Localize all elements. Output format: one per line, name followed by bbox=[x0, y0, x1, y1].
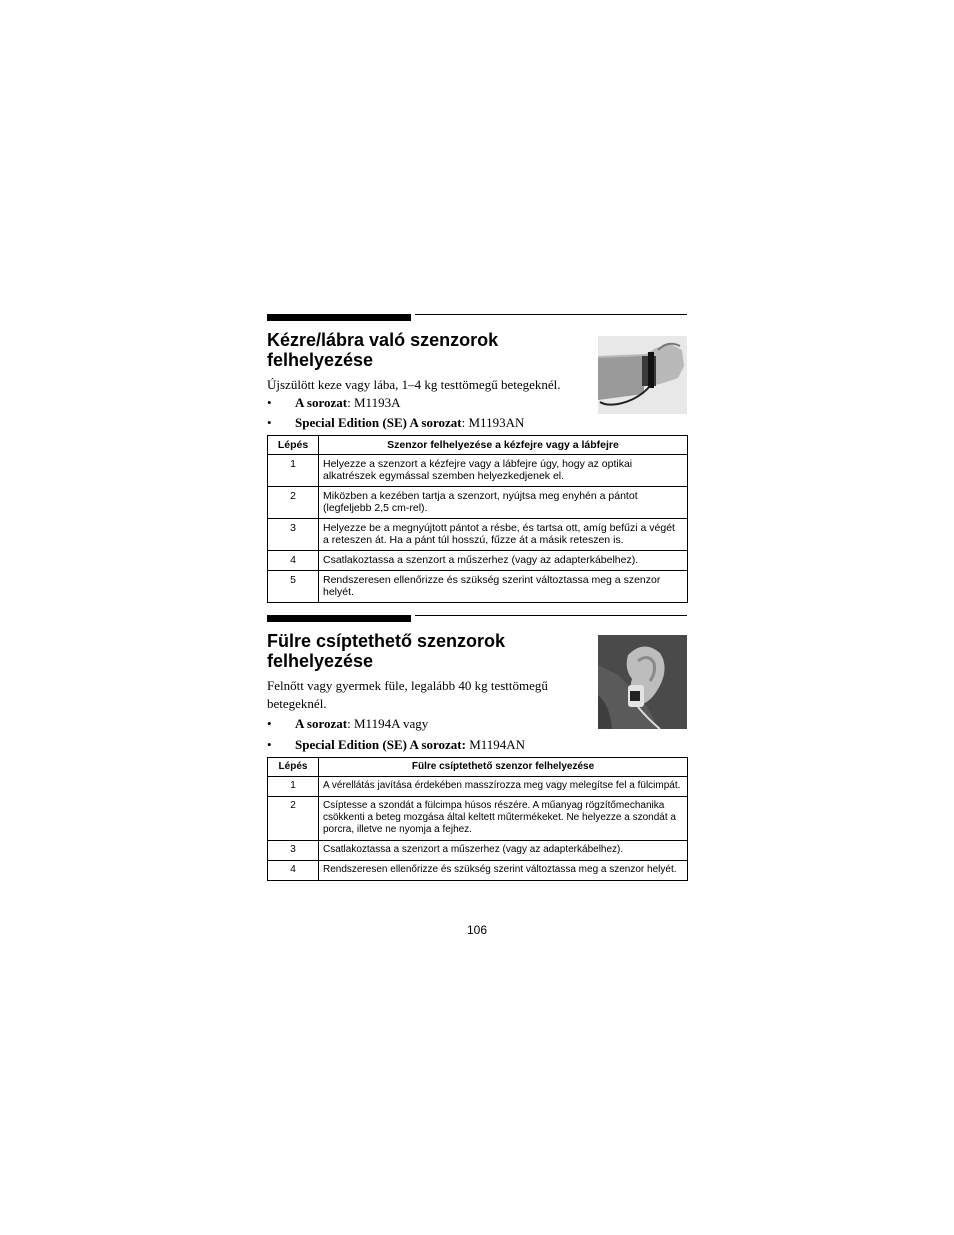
bullet-glyph: • bbox=[267, 737, 272, 752]
step-text: A vérellátás javítása érdekében masszírozza meg vagy melegítse fel a fülcimpát. bbox=[319, 777, 688, 797]
section2-title-line2: felhelyezése bbox=[267, 651, 374, 671]
bullet-glyph: • bbox=[267, 716, 272, 731]
step-number: 4 bbox=[268, 551, 319, 571]
table-row bbox=[268, 861, 688, 881]
step-text: Csatlakoztassa a szenzort a műszerhez (vagy az adapterkábelhez). bbox=[319, 551, 688, 571]
bullet-glyph: • bbox=[267, 415, 272, 430]
section2-rule-thin bbox=[415, 615, 687, 616]
table-row bbox=[268, 455, 688, 487]
section1-intro: Újszülött keze vagy lába, 1–4 kg testtömegű betegeknél. bbox=[267, 377, 561, 392]
bullet-bold: A sorozat bbox=[295, 395, 348, 410]
section2-bullet-2 bbox=[267, 737, 525, 753]
step-number: 2 bbox=[268, 487, 319, 519]
section1-title-line2: felhelyezése bbox=[267, 350, 374, 370]
col-header-description: Fülre csíptethető szenzor felhelyezése bbox=[319, 758, 688, 777]
bullet-bold: Special Edition (SE) A sorozat: bbox=[295, 737, 466, 752]
step-text: Rendszeresen ellenőrizze és szükség szerint változtassa meg a szenzor helyét. bbox=[319, 571, 688, 603]
section2-bullet-1 bbox=[267, 716, 428, 732]
section1-heading bbox=[267, 330, 597, 370]
step-number: 3 bbox=[268, 519, 319, 551]
table-row bbox=[268, 797, 688, 841]
table-row bbox=[268, 571, 688, 603]
step-number: 1 bbox=[268, 777, 319, 797]
col-header-step: Lépés bbox=[268, 758, 319, 777]
table-row bbox=[268, 841, 688, 861]
section2-rule-thick bbox=[267, 615, 411, 622]
col-header-description: Szenzor felhelyezése a kézfejre vagy a lábfejre bbox=[319, 436, 688, 455]
section2-intro: Felnőtt vagy gyermek füle, legalább 40 kg testtömegű betegeknél. bbox=[267, 678, 548, 711]
bullet-bold: A sorozat bbox=[295, 716, 348, 731]
step-number: 5 bbox=[268, 571, 319, 603]
table-row bbox=[268, 551, 688, 571]
section1-rule-thick bbox=[267, 314, 411, 321]
table-header-row bbox=[268, 436, 688, 455]
step-text: Rendszeresen ellenőrizze és szükség szerint változtassa meg a szenzor helyét. bbox=[319, 861, 688, 881]
step-text: Csíptesse a szondát a fülcimpa húsos részére. A műanyag rögzítőmechanika csökkenti a beteg mozgása által keltett műtermékeket. Ne helyezze a szondát a porcra, illetve ne nyomja a fejhez. bbox=[319, 797, 688, 841]
section1-bullet-2 bbox=[267, 415, 524, 431]
bullet-rest: : M1193A bbox=[347, 395, 401, 410]
step-number: 2 bbox=[268, 797, 319, 841]
section1-bullet-1 bbox=[267, 395, 400, 411]
bullet-rest: M1194AN bbox=[465, 737, 526, 752]
section1-steps-table bbox=[267, 435, 688, 603]
table-row bbox=[268, 519, 688, 551]
step-number: 4 bbox=[268, 861, 319, 881]
step-number: 1 bbox=[268, 455, 319, 487]
step-text: Csatlakoztassa a szenzort a műszerhez (vagy az adapterkábelhez). bbox=[319, 841, 688, 861]
table-header-row bbox=[268, 758, 688, 777]
bullet-rest: : M1194A vagy bbox=[347, 716, 429, 731]
page-number: 106 bbox=[466, 923, 488, 937]
col-header-step: Lépés bbox=[268, 436, 319, 455]
section1-rule-thin bbox=[415, 314, 687, 315]
step-text: Helyezze a szenzort a kézfejre vagy a lábfejre úgy, hogy az optikai alkatrészek egymással szemben helyezkedjenek el. bbox=[319, 455, 688, 487]
bullet-rest: : M1193AN bbox=[461, 415, 525, 430]
section2-heading bbox=[267, 631, 597, 671]
step-text: Miközben a kezében tartja a szenzort, nyújtsa meg enyhén a pántot (legfeljebb 2,5 cm-rel). bbox=[319, 487, 688, 519]
section1-title-line1: Kézre/lábra való szenzorok bbox=[267, 330, 499, 350]
table-row bbox=[268, 777, 688, 797]
hand-sensor-photo bbox=[598, 336, 687, 414]
step-number: 3 bbox=[268, 841, 319, 861]
section2-title-line1: Fülre csíptethető szenzorok bbox=[267, 631, 506, 651]
ear-sensor-photo bbox=[598, 635, 687, 729]
step-text: Helyezze be a megnyújtott pántot a résbe, és tartsa ott, amíg befűzi a végét a reteszen át. Ha a pánt túl hosszú, fűzze át a másik reteszen is. bbox=[319, 519, 688, 551]
section2-steps-table bbox=[267, 757, 688, 881]
table-row bbox=[268, 487, 688, 519]
bullet-glyph: • bbox=[267, 395, 272, 410]
bullet-bold: Special Edition (SE) A sorozat bbox=[295, 415, 462, 430]
